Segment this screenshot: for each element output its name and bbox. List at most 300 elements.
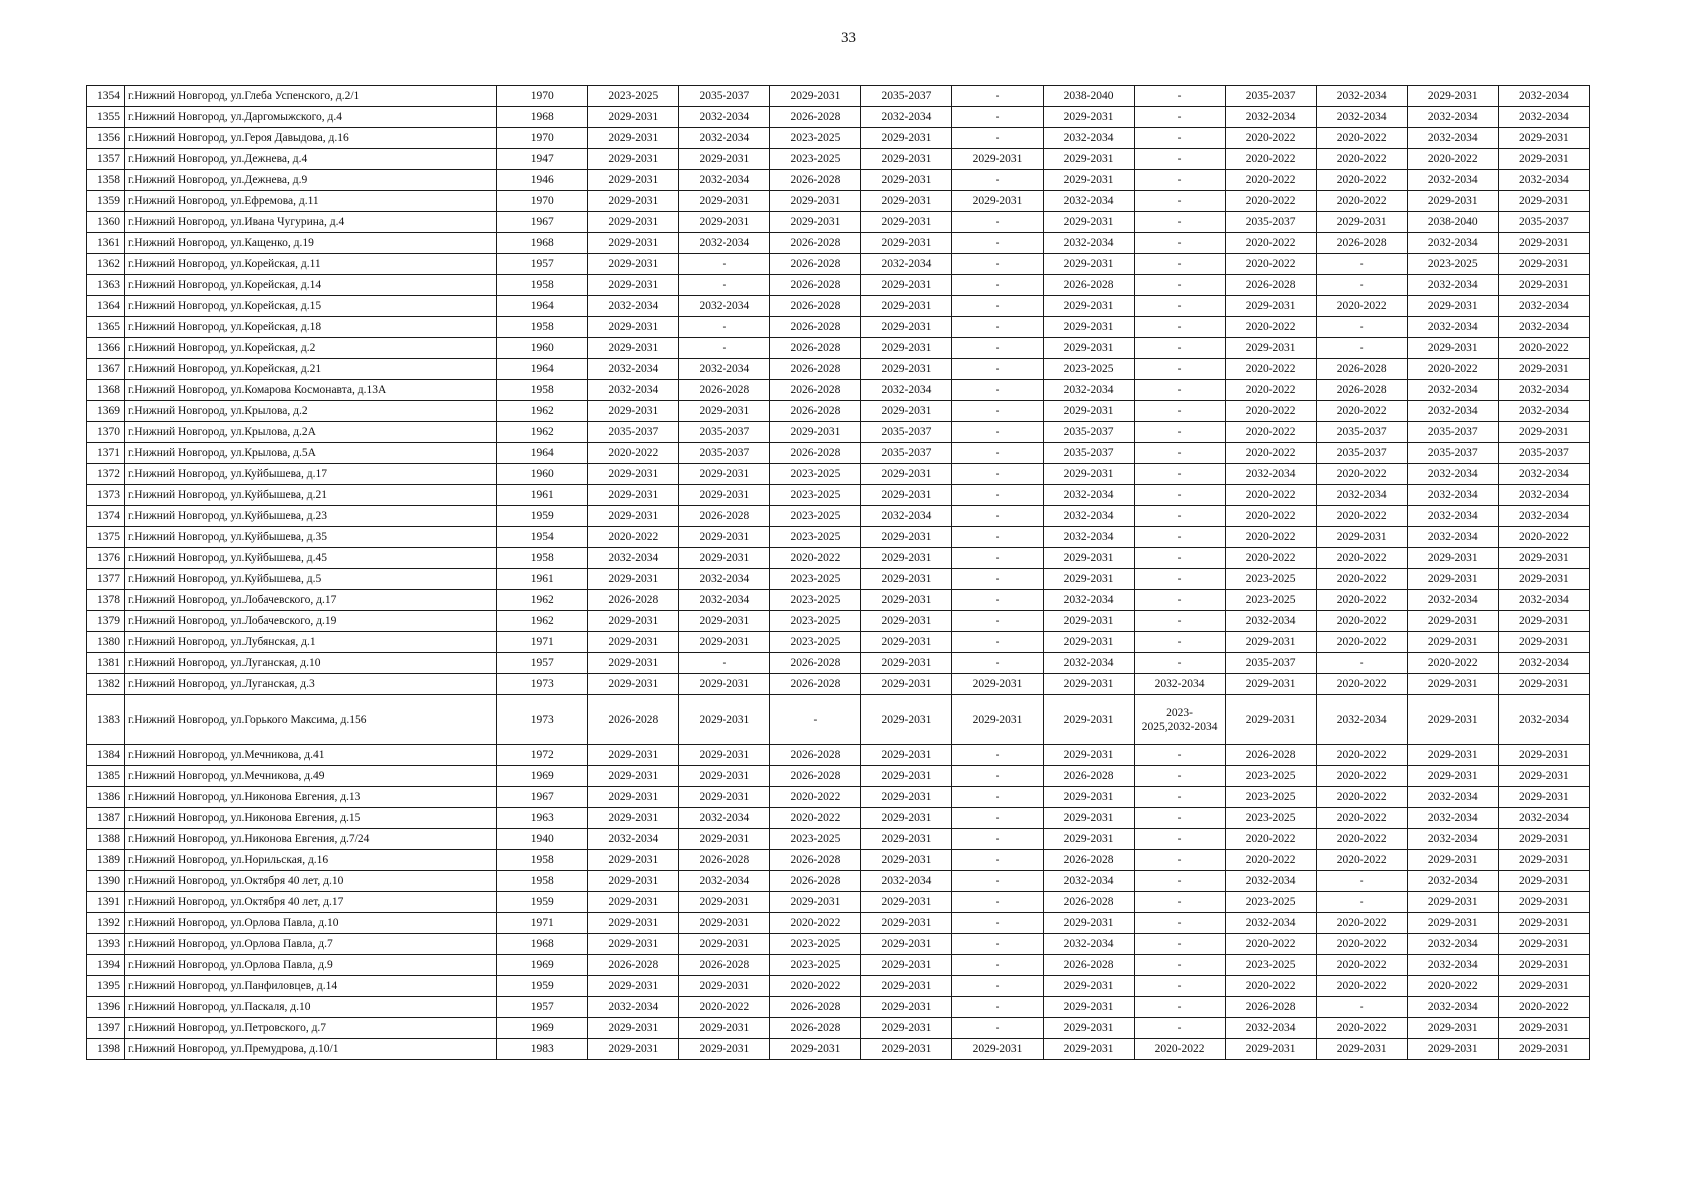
period-col-10-cell: - — [1134, 464, 1225, 485]
address-cell: г.Нижний Новгород, ул.Куйбышева, д.5 — [125, 569, 497, 590]
year-built-cell: 1946 — [497, 170, 588, 191]
period-col-6-cell: 2026-2028 — [770, 317, 861, 338]
address-cell: г.Нижний Новгород, ул.Панфиловцев, д.14 — [125, 976, 497, 997]
period-col-4-cell: 2029-2031 — [588, 191, 679, 212]
year-built-cell: 1963 — [497, 808, 588, 829]
period-col-13-cell: 2029-2031 — [1407, 850, 1498, 871]
table-row — [87, 380, 1590, 401]
period-col-11-cell: 2032-2034 — [1225, 107, 1316, 128]
period-col-14-cell: 2020-2022 — [1498, 997, 1589, 1018]
period-col-13-cell: 2032-2034 — [1407, 527, 1498, 548]
period-col-14-cell: 2029-2031 — [1498, 1018, 1589, 1039]
period-col-6-cell: 2029-2031 — [770, 86, 861, 107]
period-col-7-cell: 2032-2034 — [861, 254, 952, 275]
period-col-8-cell: - — [952, 1018, 1043, 1039]
row-number-cell: 1362 — [87, 254, 125, 275]
period-col-12-cell: 2020-2022 — [1316, 149, 1407, 170]
row-number-cell: 1384 — [87, 745, 125, 766]
period-col-14-cell: 2032-2034 — [1498, 296, 1589, 317]
period-col-4-cell: 2026-2028 — [588, 955, 679, 976]
row-number-cell: 1369 — [87, 401, 125, 422]
period-col-6-cell: 2020-2022 — [770, 913, 861, 934]
address-cell: г.Нижний Новгород, ул.Петровского, д.7 — [125, 1018, 497, 1039]
period-col-13-cell: 2032-2034 — [1407, 170, 1498, 191]
period-col-4-cell: 2029-2031 — [588, 212, 679, 233]
period-col-11-cell: 2023-2025 — [1225, 955, 1316, 976]
period-col-10-cell: - — [1134, 611, 1225, 632]
period-col-4-cell: 2029-2031 — [588, 976, 679, 997]
row-number-cell: 1364 — [87, 296, 125, 317]
period-col-10-cell: - — [1134, 548, 1225, 569]
period-col-7-cell: 2029-2031 — [861, 590, 952, 611]
period-col-7-cell: 2035-2037 — [861, 443, 952, 464]
period-col-9-cell: 2029-2031 — [1043, 913, 1134, 934]
year-built-cell: 1971 — [497, 632, 588, 653]
year-built-cell: 1962 — [497, 611, 588, 632]
year-built-cell: 1958 — [497, 871, 588, 892]
period-col-7-cell: 2029-2031 — [861, 485, 952, 506]
period-col-5-cell: 2029-2031 — [679, 632, 770, 653]
period-col-11-cell: 2023-2025 — [1225, 787, 1316, 808]
period-col-6-cell: 2020-2022 — [770, 976, 861, 997]
row-number-cell: 1380 — [87, 632, 125, 653]
year-built-cell: 1958 — [497, 275, 588, 296]
period-col-12-cell: 2020-2022 — [1316, 632, 1407, 653]
year-built-cell: 1959 — [497, 892, 588, 913]
period-col-13-cell: 2032-2034 — [1407, 934, 1498, 955]
period-col-5-cell: 2026-2028 — [679, 506, 770, 527]
address-cell: г.Нижний Новгород, ул.Мечникова, д.41 — [125, 745, 497, 766]
row-number-cell: 1377 — [87, 569, 125, 590]
period-col-13-cell: 2032-2034 — [1407, 485, 1498, 506]
period-col-12-cell: 2020-2022 — [1316, 170, 1407, 191]
period-col-10-cell: - — [1134, 829, 1225, 850]
period-col-6-cell: 2026-2028 — [770, 871, 861, 892]
address-cell: г.Нижний Новгород, ул.Глеба Успенского, д.2/1 — [125, 86, 497, 107]
period-col-8-cell: - — [952, 548, 1043, 569]
period-col-7-cell: 2032-2034 — [861, 380, 952, 401]
period-col-11-cell: 2032-2034 — [1225, 1018, 1316, 1039]
table-row — [87, 296, 1590, 317]
period-col-5-cell: 2032-2034 — [679, 296, 770, 317]
year-built-cell: 1960 — [497, 464, 588, 485]
address-cell: г.Нижний Новгород, ул.Даргомыжского, д.4 — [125, 107, 497, 128]
period-col-6-cell: 2023-2025 — [770, 611, 861, 632]
year-built-cell: 1970 — [497, 191, 588, 212]
row-number-cell: 1355 — [87, 107, 125, 128]
period-col-5-cell: 2029-2031 — [679, 212, 770, 233]
row-number-cell: 1359 — [87, 191, 125, 212]
period-col-6-cell: 2023-2025 — [770, 485, 861, 506]
table-row — [87, 611, 1590, 632]
period-col-6-cell: 2023-2025 — [770, 955, 861, 976]
address-cell: г.Нижний Новгород, ул.Луганская, д.10 — [125, 653, 497, 674]
period-col-10-cell: - — [1134, 934, 1225, 955]
address-cell: г.Нижний Новгород, ул.Паскаля, д.10 — [125, 997, 497, 1018]
schedule-table — [86, 85, 1590, 1060]
period-col-5-cell: 2035-2037 — [679, 422, 770, 443]
period-col-13-cell: 2038-2040 — [1407, 212, 1498, 233]
period-col-8-cell: - — [952, 787, 1043, 808]
period-col-4-cell: 2029-2031 — [588, 254, 679, 275]
period-col-8-cell: - — [952, 506, 1043, 527]
period-col-7-cell: 2029-2031 — [861, 934, 952, 955]
period-col-4-cell: 2035-2037 — [588, 422, 679, 443]
period-col-11-cell: 2035-2037 — [1225, 86, 1316, 107]
period-col-13-cell: 2032-2034 — [1407, 808, 1498, 829]
period-col-10-cell: - — [1134, 149, 1225, 170]
address-cell: г.Нижний Новгород, ул.Премудрова, д.10/1 — [125, 1039, 497, 1060]
period-col-5-cell: 2029-2031 — [679, 401, 770, 422]
table-row — [87, 674, 1590, 695]
period-col-7-cell: 2029-2031 — [861, 275, 952, 296]
period-col-11-cell: 2020-2022 — [1225, 976, 1316, 997]
period-col-10-cell: - — [1134, 275, 1225, 296]
period-col-14-cell: 2032-2034 — [1498, 506, 1589, 527]
period-col-12-cell: - — [1316, 275, 1407, 296]
period-col-7-cell: 2029-2031 — [861, 976, 952, 997]
period-col-14-cell: 2029-2031 — [1498, 191, 1589, 212]
period-col-9-cell: 2035-2037 — [1043, 422, 1134, 443]
table-row — [87, 359, 1590, 380]
row-number-cell: 1363 — [87, 275, 125, 296]
period-col-9-cell: 2029-2031 — [1043, 149, 1134, 170]
period-col-8-cell: - — [952, 527, 1043, 548]
table-row — [87, 254, 1590, 275]
period-col-8-cell: - — [952, 275, 1043, 296]
period-col-4-cell: 2029-2031 — [588, 1039, 679, 1060]
year-built-cell: 1969 — [497, 955, 588, 976]
table-row — [87, 275, 1590, 296]
period-col-9-cell: 2032-2034 — [1043, 191, 1134, 212]
period-col-9-cell: 2029-2031 — [1043, 674, 1134, 695]
period-col-7-cell: 2029-2031 — [861, 569, 952, 590]
period-col-8-cell: - — [952, 871, 1043, 892]
row-number-cell: 1385 — [87, 766, 125, 787]
period-col-11-cell: 2026-2028 — [1225, 997, 1316, 1018]
period-col-12-cell: 2035-2037 — [1316, 422, 1407, 443]
period-col-8-cell: 2029-2031 — [952, 191, 1043, 212]
period-col-11-cell: 2020-2022 — [1225, 191, 1316, 212]
row-number-cell: 1389 — [87, 850, 125, 871]
period-col-11-cell: 2032-2034 — [1225, 611, 1316, 632]
period-col-6-cell: 2026-2028 — [770, 296, 861, 317]
period-col-12-cell: - — [1316, 317, 1407, 338]
period-col-14-cell: 2032-2034 — [1498, 695, 1589, 745]
period-col-11-cell: 2020-2022 — [1225, 829, 1316, 850]
period-col-10-cell: - — [1134, 590, 1225, 611]
period-col-4-cell: 2029-2031 — [588, 850, 679, 871]
period-col-4-cell: 2029-2031 — [588, 766, 679, 787]
period-col-14-cell: 2029-2031 — [1498, 254, 1589, 275]
table-row — [87, 787, 1590, 808]
year-built-cell: 1960 — [497, 338, 588, 359]
address-cell: г.Нижний Новгород, ул.Никонова Евгения, д.15 — [125, 808, 497, 829]
address-cell: г.Нижний Новгород, ул.Мечникова, д.49 — [125, 766, 497, 787]
period-col-9-cell: 2029-2031 — [1043, 745, 1134, 766]
period-col-6-cell: 2026-2028 — [770, 674, 861, 695]
period-col-9-cell: 2032-2034 — [1043, 506, 1134, 527]
address-cell: г.Нижний Новгород, ул.Ивана Чугурина, д.4 — [125, 212, 497, 233]
period-col-14-cell: 2032-2034 — [1498, 590, 1589, 611]
period-col-7-cell: 2029-2031 — [861, 997, 952, 1018]
period-col-4-cell: 2029-2031 — [588, 808, 679, 829]
period-col-7-cell: 2029-2031 — [861, 1018, 952, 1039]
period-col-11-cell: 2029-2031 — [1225, 632, 1316, 653]
row-number-cell: 1391 — [87, 892, 125, 913]
table-row — [87, 569, 1590, 590]
year-built-cell: 1969 — [497, 1018, 588, 1039]
period-col-12-cell: 2032-2034 — [1316, 695, 1407, 745]
period-col-12-cell: 2020-2022 — [1316, 913, 1407, 934]
period-col-6-cell: 2029-2031 — [770, 1039, 861, 1060]
period-col-14-cell: 2029-2031 — [1498, 892, 1589, 913]
period-col-5-cell: - — [679, 254, 770, 275]
period-col-8-cell: - — [952, 380, 1043, 401]
period-col-6-cell: 2023-2025 — [770, 464, 861, 485]
period-col-9-cell: 2029-2031 — [1043, 787, 1134, 808]
period-col-14-cell: 2029-2031 — [1498, 359, 1589, 380]
period-col-8-cell: - — [952, 892, 1043, 913]
address-cell: г.Нижний Новгород, ул.Орлова Павла, д.10 — [125, 913, 497, 934]
period-col-10-cell: - — [1134, 808, 1225, 829]
period-col-11-cell: 2020-2022 — [1225, 233, 1316, 254]
period-col-5-cell: 2029-2031 — [679, 892, 770, 913]
period-col-11-cell: 2020-2022 — [1225, 317, 1316, 338]
period-col-8-cell: - — [952, 170, 1043, 191]
row-number-cell: 1365 — [87, 317, 125, 338]
address-cell: г.Нижний Новгород, ул.Октября 40 лет, д.10 — [125, 871, 497, 892]
row-number-cell: 1366 — [87, 338, 125, 359]
period-col-7-cell: 2029-2031 — [861, 296, 952, 317]
period-col-14-cell: 2029-2031 — [1498, 632, 1589, 653]
period-col-8-cell: - — [952, 422, 1043, 443]
period-col-10-cell: 2020-2022 — [1134, 1039, 1225, 1060]
schedule-table-body — [87, 86, 1590, 1060]
period-col-9-cell: 2029-2031 — [1043, 401, 1134, 422]
period-col-12-cell: - — [1316, 338, 1407, 359]
period-col-14-cell: 2032-2034 — [1498, 170, 1589, 191]
period-col-7-cell: 2029-2031 — [861, 787, 952, 808]
table-row — [87, 107, 1590, 128]
period-col-4-cell: 2029-2031 — [588, 653, 679, 674]
period-col-11-cell: 2029-2031 — [1225, 1039, 1316, 1060]
period-col-11-cell: 2029-2031 — [1225, 695, 1316, 745]
period-col-7-cell: 2035-2037 — [861, 422, 952, 443]
period-col-4-cell: 2029-2031 — [588, 745, 679, 766]
address-cell: г.Нижний Новгород, ул.Комарова Космонавта, д.13А — [125, 380, 497, 401]
period-col-8-cell: - — [952, 850, 1043, 871]
period-col-14-cell: 2032-2034 — [1498, 86, 1589, 107]
table-row — [87, 913, 1590, 934]
period-col-13-cell: 2035-2037 — [1407, 443, 1498, 464]
year-built-cell: 1957 — [497, 997, 588, 1018]
period-col-13-cell: 2029-2031 — [1407, 548, 1498, 569]
period-col-5-cell: 2029-2031 — [679, 1018, 770, 1039]
period-col-10-cell: - — [1134, 892, 1225, 913]
address-cell: г.Нижний Новгород, ул.Лобачевского, д.17 — [125, 590, 497, 611]
period-col-10-cell: - — [1134, 443, 1225, 464]
period-col-13-cell: 2032-2034 — [1407, 871, 1498, 892]
period-col-13-cell: 2032-2034 — [1407, 233, 1498, 254]
table-row — [87, 997, 1590, 1018]
period-col-8-cell: - — [952, 86, 1043, 107]
period-col-6-cell: 2026-2028 — [770, 766, 861, 787]
period-col-9-cell: 2029-2031 — [1043, 808, 1134, 829]
period-col-13-cell: 2035-2037 — [1407, 422, 1498, 443]
period-col-7-cell: 2029-2031 — [861, 766, 952, 787]
year-built-cell: 1971 — [497, 913, 588, 934]
period-col-6-cell: 2023-2025 — [770, 829, 861, 850]
period-col-14-cell: 2029-2031 — [1498, 569, 1589, 590]
table-row — [87, 653, 1590, 674]
year-built-cell: 1973 — [497, 674, 588, 695]
period-col-5-cell: 2029-2031 — [679, 1039, 770, 1060]
period-col-6-cell: 2029-2031 — [770, 212, 861, 233]
period-col-8-cell: - — [952, 611, 1043, 632]
period-col-4-cell: 2029-2031 — [588, 787, 679, 808]
period-col-11-cell: 2020-2022 — [1225, 443, 1316, 464]
period-col-9-cell: 2029-2031 — [1043, 611, 1134, 632]
period-col-5-cell: 2029-2031 — [679, 464, 770, 485]
table-row — [87, 934, 1590, 955]
period-col-6-cell: 2029-2031 — [770, 191, 861, 212]
period-col-12-cell: 2020-2022 — [1316, 808, 1407, 829]
period-col-5-cell: 2029-2031 — [679, 976, 770, 997]
period-col-9-cell: 2029-2031 — [1043, 338, 1134, 359]
period-col-10-cell: - — [1134, 653, 1225, 674]
year-built-cell: 1959 — [497, 506, 588, 527]
period-col-5-cell: 2029-2031 — [679, 191, 770, 212]
period-col-9-cell: 2035-2037 — [1043, 443, 1134, 464]
year-built-cell: 1957 — [497, 254, 588, 275]
address-cell: г.Нижний Новгород, ул.Норильская, д.16 — [125, 850, 497, 871]
period-col-12-cell: 2032-2034 — [1316, 485, 1407, 506]
period-col-4-cell: 2029-2031 — [588, 233, 679, 254]
period-col-13-cell: 2020-2022 — [1407, 359, 1498, 380]
period-col-5-cell: 2029-2031 — [679, 611, 770, 632]
period-col-13-cell: 2032-2034 — [1407, 464, 1498, 485]
period-col-6-cell: 2023-2025 — [770, 506, 861, 527]
row-number-cell: 1398 — [87, 1039, 125, 1060]
year-built-cell: 1964 — [497, 296, 588, 317]
period-col-12-cell: 2020-2022 — [1316, 745, 1407, 766]
period-col-10-cell: - — [1134, 401, 1225, 422]
year-built-cell: 1957 — [497, 653, 588, 674]
table-row — [87, 464, 1590, 485]
table-row — [87, 1018, 1590, 1039]
period-col-12-cell: - — [1316, 997, 1407, 1018]
row-number-cell: 1381 — [87, 653, 125, 674]
period-col-12-cell: 2020-2022 — [1316, 464, 1407, 485]
address-cell: г.Нижний Новгород, ул.Дежнева, д.4 — [125, 149, 497, 170]
period-col-12-cell: 2020-2022 — [1316, 829, 1407, 850]
period-col-12-cell: 2020-2022 — [1316, 787, 1407, 808]
period-col-5-cell: 2029-2031 — [679, 787, 770, 808]
period-col-11-cell: 2032-2034 — [1225, 464, 1316, 485]
table-row — [87, 212, 1590, 233]
period-col-10-cell: - — [1134, 850, 1225, 871]
year-built-cell: 1964 — [497, 359, 588, 380]
row-number-cell: 1396 — [87, 997, 125, 1018]
period-col-5-cell: - — [679, 653, 770, 674]
period-col-13-cell: 2029-2031 — [1407, 1018, 1498, 1039]
period-col-6-cell: 2026-2028 — [770, 997, 861, 1018]
period-col-12-cell: 2020-2022 — [1316, 296, 1407, 317]
year-built-cell: 1958 — [497, 850, 588, 871]
period-col-5-cell: 2029-2031 — [679, 913, 770, 934]
period-col-6-cell: 2023-2025 — [770, 149, 861, 170]
year-built-cell: 1959 — [497, 976, 588, 997]
period-col-13-cell: 2029-2031 — [1407, 632, 1498, 653]
period-col-4-cell: 2029-2031 — [588, 934, 679, 955]
period-col-12-cell: - — [1316, 254, 1407, 275]
period-col-6-cell: 2020-2022 — [770, 548, 861, 569]
period-col-4-cell: 2032-2034 — [588, 548, 679, 569]
year-built-cell: 1968 — [497, 107, 588, 128]
period-col-14-cell: 2032-2034 — [1498, 317, 1589, 338]
period-col-4-cell: 2020-2022 — [588, 443, 679, 464]
period-col-11-cell: 2023-2025 — [1225, 892, 1316, 913]
period-col-10-cell: - — [1134, 254, 1225, 275]
year-built-cell: 1962 — [497, 590, 588, 611]
period-col-4-cell: 2032-2034 — [588, 380, 679, 401]
row-number-cell: 1387 — [87, 808, 125, 829]
period-col-9-cell: 2026-2028 — [1043, 850, 1134, 871]
period-col-14-cell: 2029-2031 — [1498, 871, 1589, 892]
period-col-13-cell: 2029-2031 — [1407, 892, 1498, 913]
period-col-14-cell: 2029-2031 — [1498, 611, 1589, 632]
period-col-12-cell: 2029-2031 — [1316, 1039, 1407, 1060]
period-col-7-cell: 2029-2031 — [861, 695, 952, 745]
period-col-8-cell: - — [952, 955, 1043, 976]
period-col-14-cell: 2029-2031 — [1498, 422, 1589, 443]
address-cell: г.Нижний Новгород, ул.Лубянская, д.1 — [125, 632, 497, 653]
period-col-7-cell: 2029-2031 — [861, 674, 952, 695]
period-col-12-cell: 2020-2022 — [1316, 934, 1407, 955]
period-col-14-cell: 2032-2034 — [1498, 464, 1589, 485]
period-col-11-cell: 2020-2022 — [1225, 506, 1316, 527]
period-col-11-cell: 2020-2022 — [1225, 170, 1316, 191]
row-number-cell: 1375 — [87, 527, 125, 548]
period-col-12-cell: 2026-2028 — [1316, 233, 1407, 254]
row-number-cell: 1360 — [87, 212, 125, 233]
period-col-9-cell: 2029-2031 — [1043, 695, 1134, 745]
period-col-14-cell: 2029-2031 — [1498, 745, 1589, 766]
table-row — [87, 871, 1590, 892]
address-cell: г.Нижний Новгород, ул.Куйбышева, д.23 — [125, 506, 497, 527]
period-col-10-cell: - — [1134, 997, 1225, 1018]
row-number-cell: 1388 — [87, 829, 125, 850]
address-cell: г.Нижний Новгород, ул.Ефремова, д.11 — [125, 191, 497, 212]
row-number-cell: 1358 — [87, 170, 125, 191]
period-col-4-cell: 2029-2031 — [588, 913, 679, 934]
row-number-cell: 1371 — [87, 443, 125, 464]
period-col-5-cell: 2026-2028 — [679, 380, 770, 401]
period-col-11-cell: 2020-2022 — [1225, 254, 1316, 275]
period-col-11-cell: 2023-2025 — [1225, 590, 1316, 611]
period-col-13-cell: 2032-2034 — [1407, 506, 1498, 527]
period-col-6-cell: 2026-2028 — [770, 107, 861, 128]
period-col-8-cell: - — [952, 443, 1043, 464]
period-col-12-cell: 2026-2028 — [1316, 380, 1407, 401]
period-col-10-cell: - — [1134, 86, 1225, 107]
period-col-8-cell: 2029-2031 — [952, 149, 1043, 170]
period-col-13-cell: 2032-2034 — [1407, 275, 1498, 296]
table-row — [87, 527, 1590, 548]
period-col-5-cell: 2032-2034 — [679, 590, 770, 611]
address-cell: г.Нижний Новгород, ул.Куйбышева, д.45 — [125, 548, 497, 569]
